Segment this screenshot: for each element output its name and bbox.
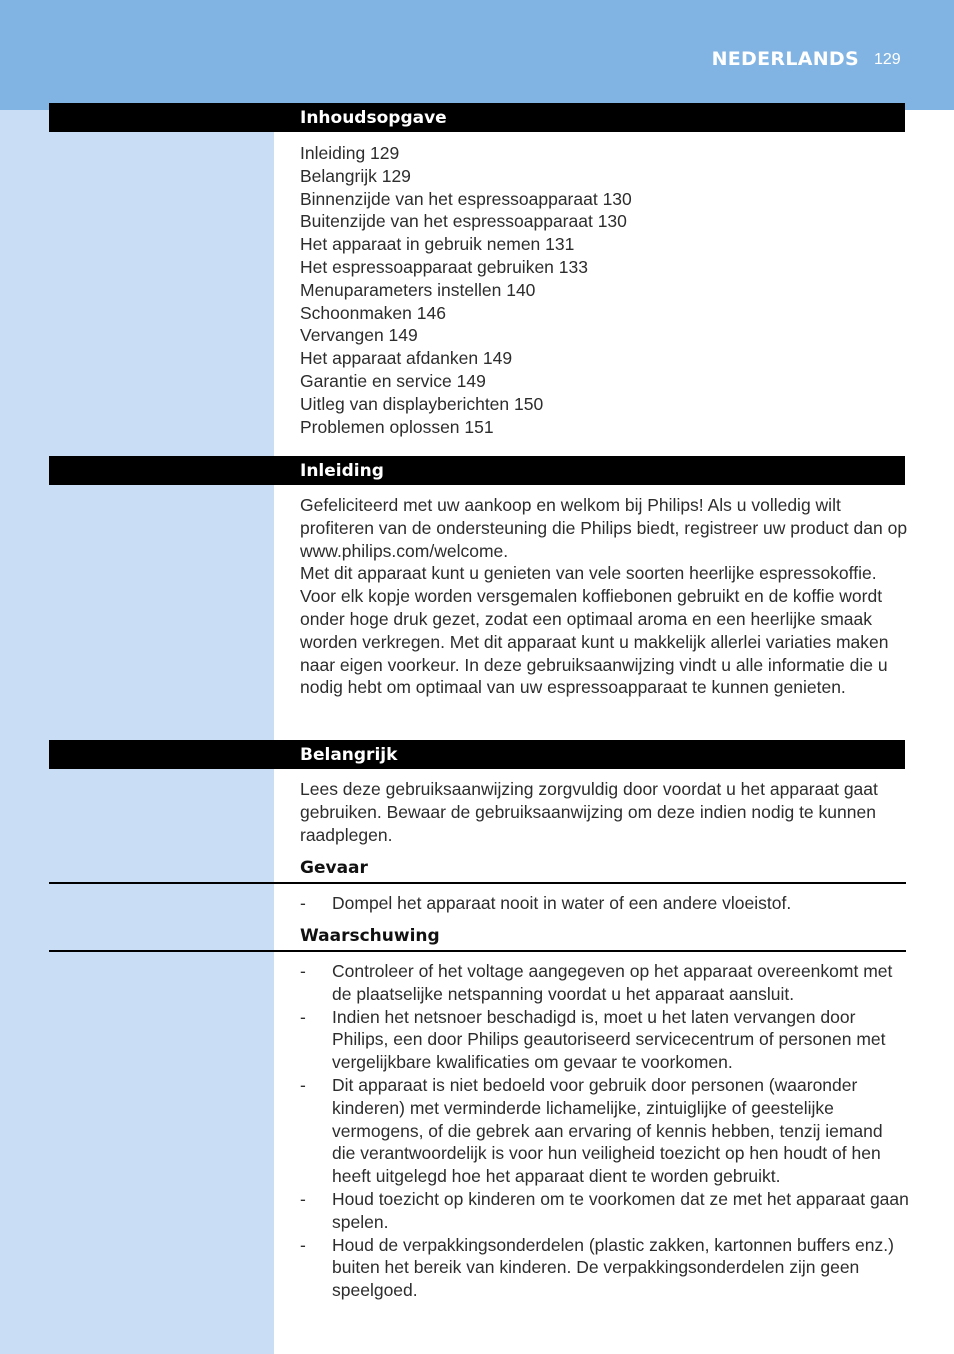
- danger-heading: Gevaar: [300, 858, 368, 878]
- language-label: NEDERLANDS: [711, 48, 859, 70]
- list-item: - Houd toezicht op kinderen om te voorkomen dat ze met het apparaat gaan spelen.: [300, 1188, 909, 1232]
- list-item: - Dit apparaat is niet bedoeld voor gebruik door personen (waaronder kinderen) met verminderde lichamelijke, zintuiglijke of geestelijke vermogens, of die gebrek aan ervaring of kennis hebben, tenzij iemand die verantwoordelijk is voor hun veiligheid toezicht op hen houdt of hen heeft uitgelegd hoe het apparaat dient te worden gebruikt.: [300, 1074, 883, 1187]
- list-item: - Dompel het apparaat nooit in water of een andere vloeistof.: [300, 893, 792, 913]
- toc-item[interactable]: Belangrijk 129: [300, 165, 411, 186]
- warning-rule: [49, 950, 906, 952]
- toc-item[interactable]: Garantie en service 149: [300, 370, 486, 391]
- warning-heading: Waarschuwing: [300, 926, 440, 946]
- bullet-dash: -: [300, 961, 306, 981]
- danger-rule: [49, 882, 906, 884]
- toc-item[interactable]: Het espressoapparaat gebruiken 133: [300, 256, 588, 277]
- toc-item[interactable]: Inleiding 129: [300, 143, 400, 163]
- toc-item[interactable]: Vervangen 149: [300, 325, 418, 346]
- toc-item[interactable]: Menuparameters instellen 140: [300, 279, 536, 300]
- page-number: 129: [874, 51, 901, 68]
- toc-item[interactable]: Het apparaat in gebruik nemen 131: [300, 234, 575, 255]
- toc-item[interactable]: Problemen oplossen 151: [300, 416, 494, 437]
- section-title-toc: Inhoudsopgave: [300, 108, 447, 128]
- bullet-dash: -: [300, 1074, 306, 1095]
- toc-item[interactable]: Buitenzijde van het espressoapparaat 130: [300, 211, 627, 232]
- bullet-dash: -: [300, 1188, 306, 1209]
- toc-list: [300, 142, 910, 438]
- warning-list: [300, 960, 910, 1302]
- important-text: Lees deze gebruiksaanwijzing zorgvuldig door voordat u het apparaat gaat gebruiken. Bewaar de gebruiksaanwijzing om deze indien nodig te kunnen raadplegen.: [300, 779, 878, 845]
- toc-item[interactable]: Schoonmaken 146: [300, 302, 446, 323]
- section-bar-important: [49, 740, 905, 769]
- side-column: [0, 110, 274, 1354]
- section-title-important: Belangrijk: [300, 745, 398, 765]
- bullet-dash: -: [300, 1234, 306, 1255]
- section-title-intro: Inleiding: [300, 461, 384, 481]
- list-item: - Houd de verpakkingsonderdelen (plastic zakken, kartonnen buffers enz.) buiten het bereik van kinderen. De verpakkingsonderdelen zijn geen speelgoed.: [300, 1234, 894, 1301]
- section-bar-toc: [49, 103, 905, 132]
- bullet-dash: -: [300, 893, 306, 913]
- intro-text: Gefeliciteerd met uw aankoop en welkom bij Philips! Als u volledig wilt profiteren van de ondersteuning die Philips biedt, registreer uw product dan op www.philips.com/welcome. Met dit apparaat kunt u genieten van vele soorten heerlijke espressokoffie. Voor elk kopje worden versgemalen koffiebonen gebruikt en de koffie wordt onder hoge druk gezet, zodat een optimaal aroma en een heerlijke smaak worden verkregen. Met dit apparaat kunt u makkelijk allerlei variaties maken naar eigen voorkeur. In deze gebruiksaanwijzing vindt u alle informatie die u nodig hebt om optimaal van uw espressoapparaat te kunnen genieten.: [300, 495, 908, 698]
- danger-list: [300, 892, 910, 915]
- list-item: - Controleer of het voltage aangegeven op het apparaat overeenkomt met de plaatselijke netspanning voordat u het apparaat aansluit.: [300, 961, 893, 1004]
- toc-item[interactable]: Uitleg van displayberichten 150: [300, 393, 544, 414]
- bullet-dash: -: [300, 1006, 306, 1027]
- list-item: - Indien het netsnoer beschadigd is, moet u het laten vervangen door Philips, een door Philips geautoriseerd servicecentrum of personen met vergelijkbare kwalificaties om gevaar te voorkomen.: [300, 1006, 886, 1073]
- toc-item[interactable]: Binnenzijde van het espressoapparaat 130: [300, 188, 632, 209]
- section-bar-intro: [49, 456, 905, 485]
- toc-item[interactable]: Het apparaat afdanken 149: [300, 348, 513, 369]
